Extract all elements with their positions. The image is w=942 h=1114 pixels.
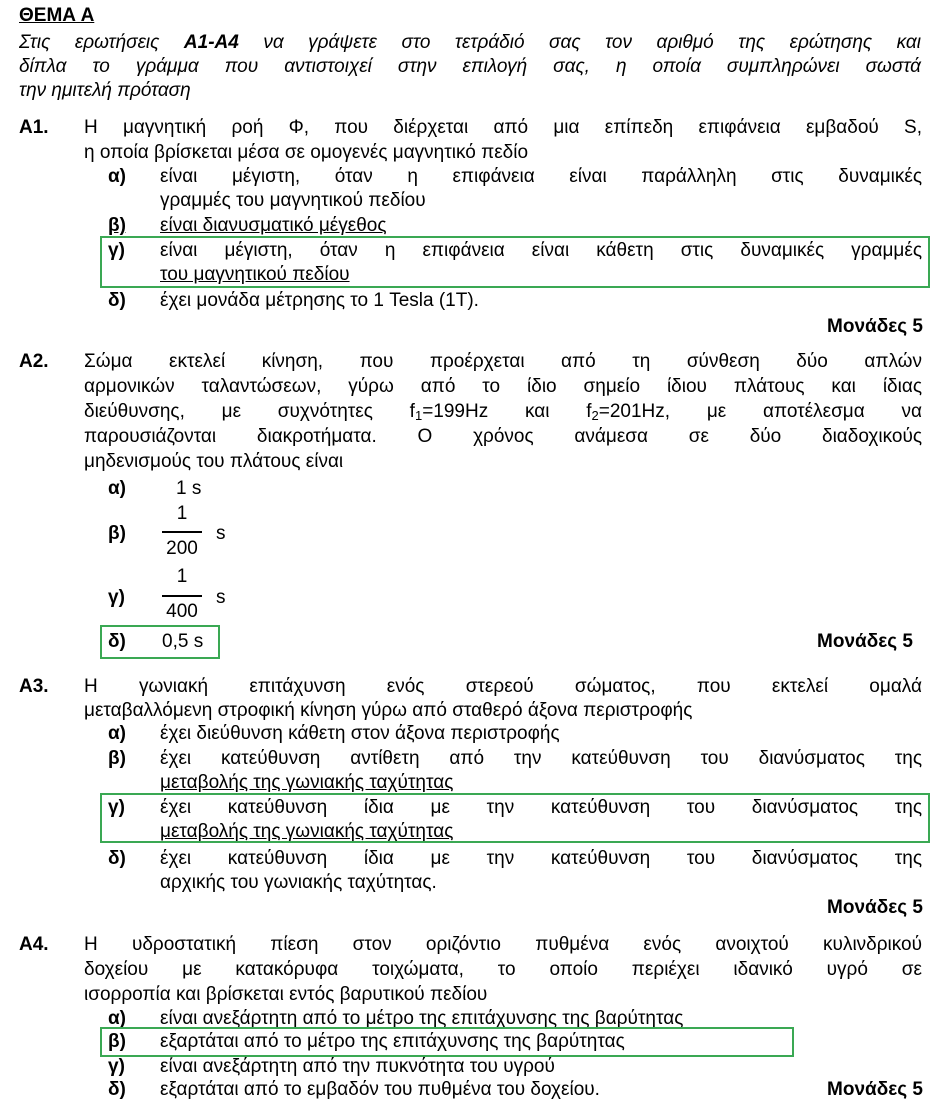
option-text: γραμμές του μαγνητικού πεδίου <box>160 190 426 211</box>
option-text: είναι ανεξάρτητη από την πυκνότητα του υγρού <box>160 1056 555 1077</box>
option-text: εξαρτάται από το μέτρο της επιτάχυνσης της βαρύτητας <box>160 1031 625 1052</box>
question-stem-line: μηδενισμούς του πλάτους είναι <box>84 451 344 472</box>
option-text: του μαγνητικού πεδίου <box>160 264 350 285</box>
option-label: δ) <box>108 1079 126 1100</box>
question-stem-line: Σώμα εκτελεί κίνηση, που προέρχεται από τη σύνθεση δύο απλών <box>84 351 922 372</box>
option-label: γ) <box>108 1056 125 1077</box>
option-text: έχει μονάδα μέτρησης το 1 Tesla (1T). <box>160 290 479 311</box>
question-stem-line: παρουσιάζονται διακροτήματα. Ο χρόνος ανάμεσα σε δύο διαδοχικούς <box>84 426 922 447</box>
option-unit: s <box>216 523 226 544</box>
fraction-bar <box>162 531 202 533</box>
option-text: έχει κατεύθυνση ίδια με την κατεύθυνση του διανύσματος της <box>160 848 922 869</box>
option-label: α) <box>108 1008 127 1029</box>
question-number: Α1. <box>19 117 49 138</box>
option-label: γ) <box>108 797 125 818</box>
option-label: δ) <box>108 290 126 311</box>
instructions-line-2: δίπλα το γράμμα που αντιστοιχεί στην επιλογή σας, η οποία συμπληρώνει σωστά <box>19 56 921 77</box>
question-number: Α3. <box>19 676 49 697</box>
question-stem-line: αρμονικών ταλαντώσεων, γύρω από το ίδιο σημείο ίδιου πλάτους και ίδιας <box>84 376 922 397</box>
option-label: δ) <box>108 848 126 869</box>
option-text: εξαρτάται από το εμβαδόν του πυθμένα του δοχείου. <box>160 1079 600 1100</box>
option-value: 0,5 s <box>162 631 204 652</box>
marks-label: Μονάδες 5 <box>827 1079 923 1100</box>
instructions-line-3: την ημιτελή πρόταση <box>19 80 191 101</box>
option-text: είναι διανυσματικό μέγεθος <box>160 215 387 236</box>
option-text: έχει κατεύθυνση αντίθετη από την κατεύθυνση του διανύσματος της <box>160 748 922 769</box>
question-stem-line: η οποία βρίσκεται μέσα σε ομογενές μαγνητικό πεδίο <box>84 142 529 163</box>
question-stem-line: Η υδροστατική πίεση στον οριζόντιο πυθμένα ενός ανοιχτού κυλινδρικού <box>84 934 922 955</box>
fraction-denominator: 200 <box>166 538 198 559</box>
option-label: β) <box>108 748 126 769</box>
option-label: β) <box>108 523 126 544</box>
option-text: μεταβολής της γωνιακής ταχύτητας <box>160 821 454 842</box>
fraction-denominator: 400 <box>166 601 198 622</box>
option-text: έχει κατεύθυνση ίδια με την κατεύθυνση του διανύσματος της <box>160 797 922 818</box>
marks-label: Μονάδες 5 <box>827 897 923 918</box>
fraction-bar <box>162 595 202 597</box>
instructions-line-1: Στις ερωτήσεις Α1-Α4 να γράψετε στο τετράδιό σας τον αριθμό της ερώτησης και <box>19 32 921 53</box>
question-stem-line: Η μαγνητική ροή Φ, που διέρχεται από μια επίπεδη επιφάνεια εμβαδού S, <box>84 117 922 138</box>
marks-label: Μονάδες 5 <box>817 631 913 652</box>
option-label: α) <box>108 166 127 187</box>
option-label: β) <box>108 1031 126 1052</box>
option-unit: s <box>216 587 226 608</box>
question-stem-line: μεταβαλλόμενη στροφική κίνηση γύρω από σταθερό άξονα περιστροφής <box>84 700 693 721</box>
option-label: β) <box>108 215 126 236</box>
question-stem-line: δοχείου με κατακόρυφα τοιχώματα, το οποίο περιέχει ιδανικό υγρό σε <box>84 959 922 980</box>
option-text: είναι μέγιστη, όταν η επιφάνεια είναι κάθετη στις δυναμικές γραμμές <box>160 240 922 261</box>
section-title: ΘΕΜΑ Α <box>19 5 95 26</box>
question-stem-line: διεύθυνσης, με συχνότητες $f_1=199Hz$ και $f_2=201Hz$, με αποτέλεσμα να <box>84 401 922 423</box>
question-number: Α2. <box>19 351 49 372</box>
option-value: 1 s <box>176 478 202 499</box>
option-label: δ) <box>108 631 126 652</box>
option-label: γ) <box>108 587 125 608</box>
option-label: γ) <box>108 240 125 261</box>
option-label: α) <box>108 478 127 499</box>
option-text: έχει διεύθυνση κάθετη στον άξονα περιστροφής <box>160 723 560 744</box>
marks-label: Μονάδες 5 <box>827 316 923 337</box>
question-stem-line: ισορροπία και βρίσκεται εντός βαρυτικού πεδίου <box>84 984 488 1005</box>
option-text: είναι μέγιστη, όταν η επιφάνεια είναι παράλληλη στις δυναμικές <box>160 166 922 187</box>
option-label: α) <box>108 723 127 744</box>
option-text: είναι ανεξάρτητη από το μέτρο της επιτάχυνσης της βαρύτητας <box>160 1008 684 1029</box>
option-text: μεταβολής της γωνιακής ταχύτητας <box>160 772 454 793</box>
fraction-numerator: 1 <box>176 566 188 587</box>
question-number: Α4. <box>19 934 49 955</box>
option-text: αρχικής του γωνιακής ταχύτητας. <box>160 872 437 893</box>
fraction-numerator: 1 <box>176 503 188 524</box>
question-stem-line: Η γωνιακή επιτάχυνση ενός στερεού σώματος, που εκτελεί ομαλά <box>84 676 922 697</box>
